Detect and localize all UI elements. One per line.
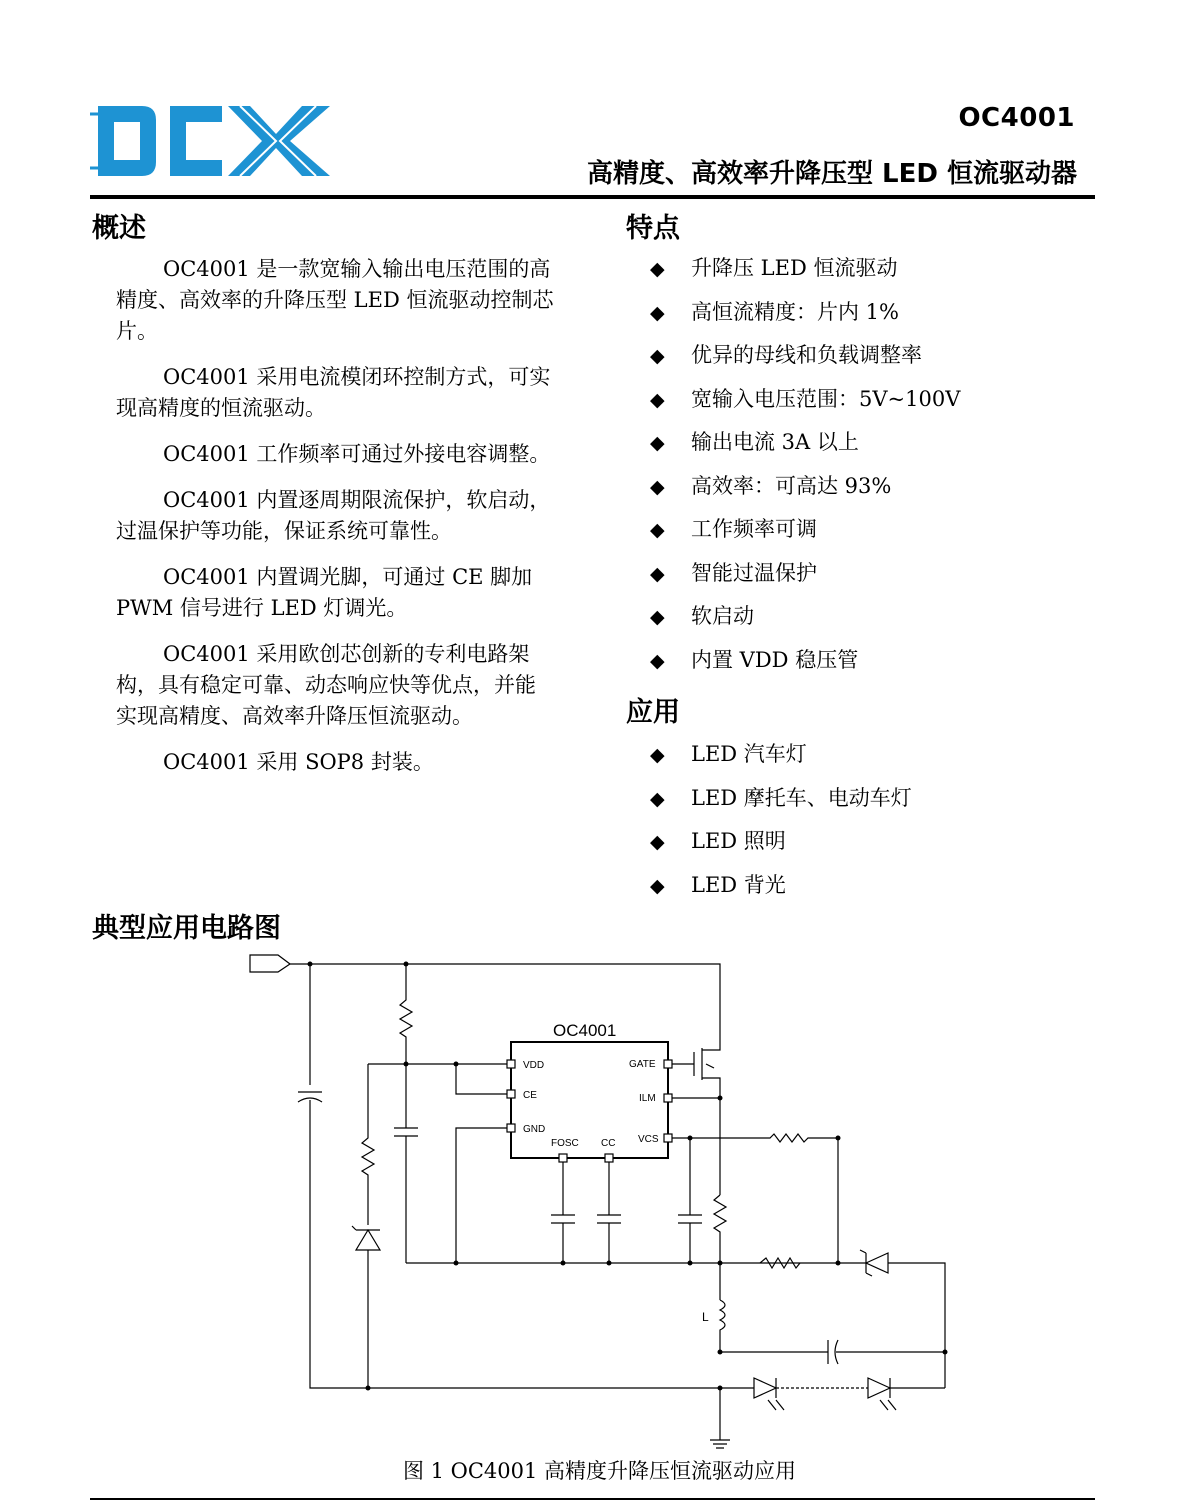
features-heading: 特点 xyxy=(626,213,680,244)
pin-gnd: GND xyxy=(523,1124,546,1135)
vcs-capacitor xyxy=(678,1138,702,1263)
output-capacitor xyxy=(720,1340,945,1364)
list-item: ◆ 升降压 LED 恒流驱动 xyxy=(650,254,960,298)
diamond-bullet-icon: ◆ xyxy=(650,562,665,585)
pin-vdd: VDD xyxy=(523,1060,545,1071)
diamond-bullet-icon: ◆ xyxy=(650,649,665,672)
overview-paragraph: OC4001 采用电流模闭环控制方式，可实现高精度的恒流驱动。 xyxy=(116,365,551,420)
inductor-label: L xyxy=(702,1310,709,1324)
header-divider xyxy=(90,195,1095,199)
overview-paragraph: OC4001 内置逐周期限流保护，软启动，过温保护等功能，保证系统可靠性。 xyxy=(116,488,551,543)
overview-heading: 概述 xyxy=(92,213,146,244)
diamond-bullet-icon: ◆ xyxy=(650,301,665,324)
ground-symbol xyxy=(710,1388,730,1448)
pin-fosc: FOSC xyxy=(551,1138,579,1149)
overview-paragraph: OC4001 采用 SOP8 封装。 xyxy=(163,750,434,774)
led-2 xyxy=(868,1378,945,1398)
list-item: ◆ LED 背光 xyxy=(650,871,912,915)
led-1 xyxy=(720,1378,776,1398)
footer-divider xyxy=(90,1498,1095,1500)
circuit-heading: 典型应用电路图 xyxy=(92,913,281,944)
cc-capacitor xyxy=(597,1158,621,1263)
diamond-bullet-icon: ◆ xyxy=(650,258,665,280)
input-terminal xyxy=(250,955,290,972)
vdd-resistor xyxy=(400,964,412,1064)
list-item: ◆ LED 摩托车、电动车灯 xyxy=(650,784,912,828)
diamond-bullet-icon: ◆ xyxy=(650,519,665,541)
diamond-bullet-icon: ◆ xyxy=(650,388,665,411)
list-item: ◆ LED 照明 xyxy=(650,827,912,871)
features-list xyxy=(650,254,960,689)
pin-ce: CE xyxy=(523,1090,537,1101)
zener-diode xyxy=(352,1226,380,1250)
diamond-bullet-icon: ◆ xyxy=(650,787,665,810)
document-title: 高精度、高效率升降压型 LED 恒流驱动器 xyxy=(586,159,1077,189)
list-item: ◆ 高效率：可高达 93% xyxy=(650,472,960,516)
diamond-bullet-icon: ◆ xyxy=(650,345,665,367)
bias-resistor xyxy=(362,1064,374,1225)
list-item: ◆ 输出电流 3A 以上 xyxy=(650,428,960,472)
list-item: ◆ 智能过温保护 xyxy=(650,559,960,603)
diamond-bullet-icon: ◆ xyxy=(650,475,665,498)
chip-label: OC4001 xyxy=(553,1021,617,1040)
pin-vcs: VCS xyxy=(638,1134,659,1145)
pin-gate: GATE xyxy=(629,1059,656,1070)
list-item: ◆ 内置 VDD 稳压管 xyxy=(650,646,960,690)
sense-resistor xyxy=(714,1195,726,1300)
fosc-capacitor xyxy=(551,1158,575,1263)
figure-caption: 图 1 OC4001 高精度升降压恒流驱动应用 xyxy=(402,1459,797,1483)
application-circuit-diagram xyxy=(240,950,960,1450)
diamond-bullet-icon: ◆ xyxy=(650,831,665,853)
list-item: ◆ 工作频率可调 xyxy=(650,515,960,559)
diamond-bullet-icon: ◆ xyxy=(650,744,665,766)
list-item: ◆ 高恒流精度：片内 1% xyxy=(650,298,960,342)
diamond-bullet-icon: ◆ xyxy=(650,874,665,897)
overview-paragraph: OC4001 工作频率可通过外接电容调整。 xyxy=(163,442,551,466)
overview-paragraph: OC4001 采用欧创芯创新的专利电路架构，具有稳定可靠、动态响应快等优点，并能实现高精度、高效率升降压恒流驱动。 xyxy=(116,642,536,728)
overview-paragraph: OC4001 是一款宽输入输出电压范围的高精度、高效率的升降压型 LED 恒流驱动控制芯片。 xyxy=(116,257,554,343)
list-item: ◆ LED 汽车灯 xyxy=(650,740,912,784)
vdd-capacitor xyxy=(394,1064,418,1263)
applications-heading: 应用 xyxy=(626,697,680,728)
overview-body xyxy=(116,254,556,793)
list-item: ◆ 宽输入电压范围：5V~100V xyxy=(650,385,960,429)
vcs-resistor xyxy=(672,1134,838,1263)
list-item: ◆ 软启动 xyxy=(650,602,960,646)
ocx-logo xyxy=(90,100,334,182)
mosfet xyxy=(672,1040,720,1098)
freewheel-diode xyxy=(838,1250,945,1388)
part-number: OC4001 xyxy=(958,103,1075,133)
diamond-bullet-icon: ◆ xyxy=(650,606,665,628)
inductor xyxy=(720,1300,725,1352)
applications-list xyxy=(650,740,912,914)
diamond-bullet-icon: ◆ xyxy=(650,432,665,454)
pin-cc: CC xyxy=(601,1138,616,1149)
pin-ilm: ILM xyxy=(639,1093,656,1104)
list-item: ◆ 优异的母线和负载调整率 xyxy=(650,341,960,385)
overview-paragraph: OC4001 内置调光脚，可通过 CE 脚加 PWM 信号进行 LED 灯调光。 xyxy=(116,565,533,620)
